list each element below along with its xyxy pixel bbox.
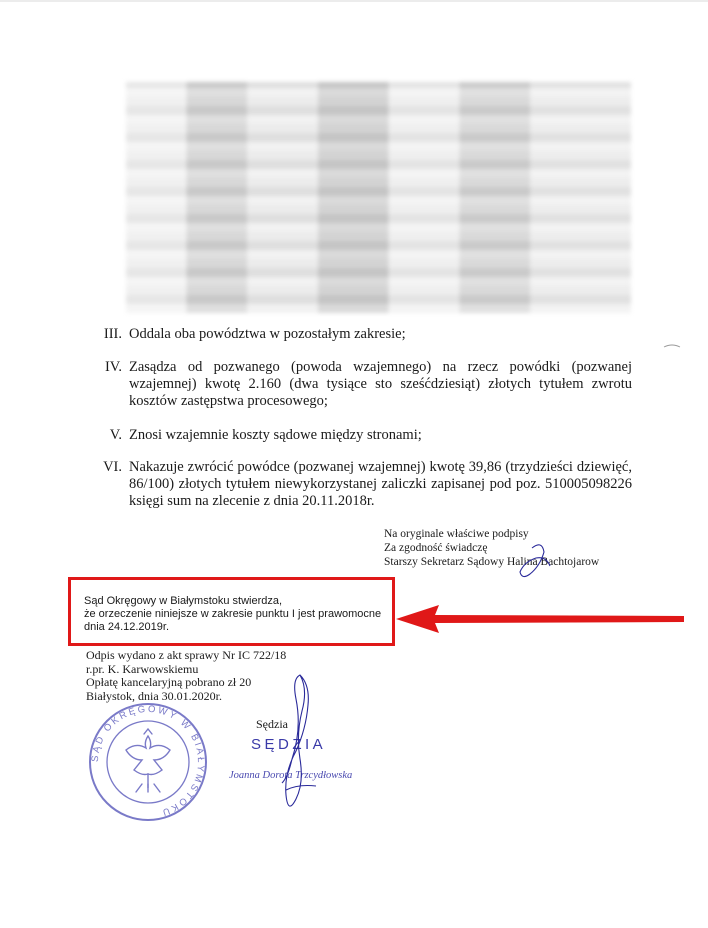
point-text: Zasądza od pozwanego (powoda wzajemnego) na rzecz powódki (pozwanej wzajemnej) kwotę 2.160 (dwa tysiące sto sześćdziesiąt) złotych tytułem zwrotu kosztów zastępstwa procesowego; — [129, 359, 632, 409]
point-number: IV. — [104, 359, 122, 375]
point-text: Nakazuje zwrócić powódce (pozwanej wzajemnej) kwotę 39,86 (trzydzieści dziewięć, 86/100) złotych tytułem niewykorzystanej zaliczki zapisanej pod poz. 510005098226 księgi sum na zlecenie z dnia 20.11.2018r. — [129, 459, 632, 509]
copy-info-line: Białystok, dnia 30.01.2020r. — [86, 688, 222, 703]
point-text: Znosi wzajemnie koszty sądowe między stronami; — [129, 427, 422, 443]
point-number: VI. — [103, 459, 122, 475]
scan-mark — [664, 345, 680, 347]
point-number: V. — [109, 427, 122, 443]
signature-note-line: Za zgodność świadczę — [384, 542, 488, 554]
court-seal-icon — [86, 700, 210, 824]
finality-line: dnia 24.12.2019r. — [84, 621, 170, 633]
judge-stamp: SĘDZIA — [251, 736, 327, 753]
signature-note-line: Starszy Sekretarz Sądowy Halina Bachtojarow — [384, 556, 600, 568]
judge-name: Joanna Dorota Trzcydłowska — [229, 770, 353, 781]
copy-info-line: Opłatę kancelaryjną pobrano zł 20 — [86, 675, 252, 689]
judge-label: Sędzia — [256, 717, 288, 731]
signature-notes — [384, 527, 599, 569]
point-number: III. — [103, 326, 122, 342]
copy-issue-info — [86, 649, 286, 703]
finality-line: Sąd Okręgowy w Białymstoku stwierdza, — [84, 595, 283, 607]
redacted-section — [126, 82, 631, 313]
copy-info-line: Odpis wydano z akt sprawy Nr IC 722/18 — [86, 648, 287, 662]
seal-text: SĄD OKRĘGOWY W BIAŁYMSTOKU — [89, 703, 207, 819]
copy-info-line: r.pr. K. Karwowskiemu — [86, 661, 199, 676]
finality-line: że orzeczenie niniejsze w zakresie punktu I jest prawomocne — [84, 608, 382, 620]
finality-stamp — [84, 595, 394, 634]
page-top-border — [0, 0, 708, 2]
point-text: Oddala oba powództwa w pozostałym zakresie; — [129, 326, 406, 342]
red-arrow-icon — [395, 602, 685, 636]
signature-note-line: Na oryginale właściwe podpisy — [384, 528, 529, 540]
